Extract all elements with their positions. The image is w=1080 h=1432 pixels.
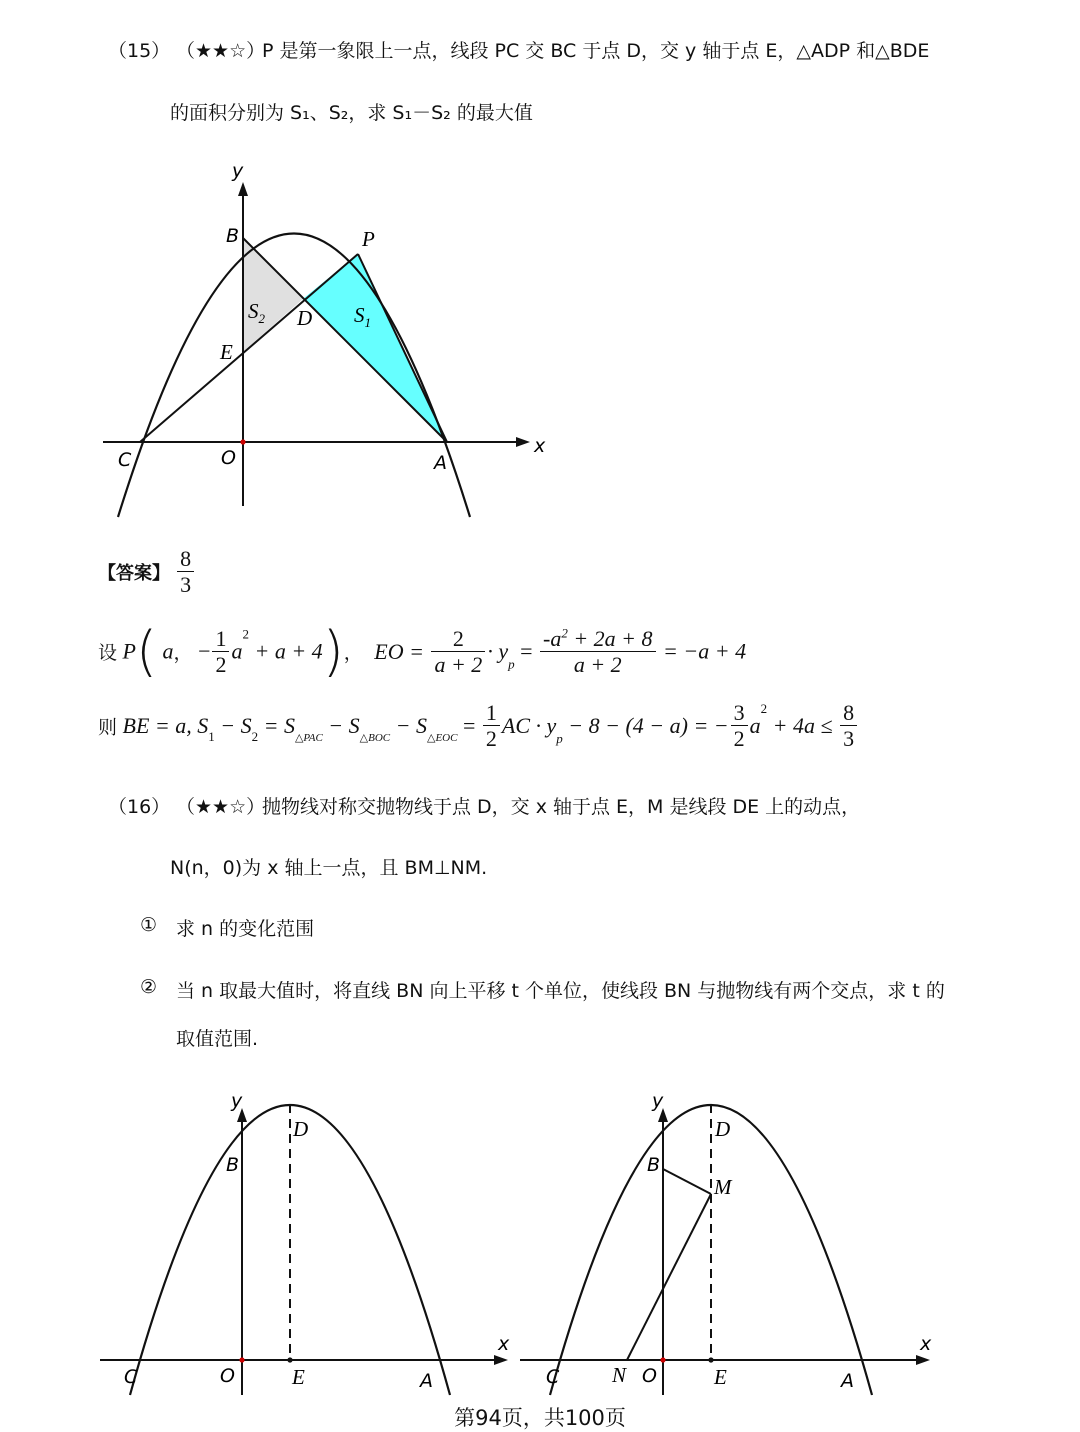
label-x: x: [498, 1333, 510, 1355]
tail-expr: + 4a ≤: [767, 712, 833, 738]
eo-fraction: $\frac{2}{a + 2}$: [431, 626, 485, 678]
q15-line1: P 是第一象限上一点，线段 PC 交 BC 于点 D，交 y 轴于点 E，△ADP 和△BDE: [262, 40, 930, 62]
label-a: A: [841, 1370, 854, 1392]
label-c: C: [118, 449, 132, 471]
label-y: y: [232, 160, 244, 182]
parabola: [118, 234, 470, 518]
label-a: A: [434, 452, 447, 474]
label-c: C: [124, 1366, 138, 1388]
point-e-dot: [287, 1357, 292, 1362]
q16-item2-line2: 取值范围.: [176, 1028, 259, 1050]
boc-sub: △BOC: [359, 731, 391, 744]
figure-q16-right: [515, 1085, 945, 1400]
label-p: P: [362, 227, 375, 251]
var-a-2: a: [749, 712, 761, 738]
label-a: A: [420, 1370, 433, 1392]
label-o: O: [642, 1365, 657, 1387]
eq-s: = S: [258, 712, 295, 738]
equals: =: [520, 638, 533, 664]
q15-stars: （★★☆）: [176, 40, 266, 62]
q16-item1-mark: ①: [140, 914, 158, 936]
answer-row: [98, 546, 196, 598]
label-e: E: [220, 340, 233, 364]
eo-fraction-2: $\frac{-a^2 + 2a + 8}{a + 2}$: [540, 626, 656, 678]
q16-item2-line1: 当 n 取最大值时，将直线 BN 向上平移 t 个单位，使线段 BN 与抛物线有两个交点，求 t 的: [176, 980, 945, 1002]
answer-label: 【答案】: [98, 562, 170, 584]
x-axis-arrow: [494, 1355, 508, 1365]
figure-q16-left: [95, 1085, 525, 1400]
label-b: B: [226, 225, 240, 247]
answer-value: $\frac{8}{3}$: [177, 546, 194, 598]
half-fraction: $\frac{1}{2}$: [212, 626, 229, 678]
label-y: y: [231, 1090, 243, 1112]
q16-number: （16）: [108, 796, 171, 818]
triangle-bde-s2: [243, 238, 304, 352]
answer-line1-prefix: 设: [98, 642, 118, 664]
label-y: y: [652, 1090, 664, 1112]
minus-s3: − S: [390, 712, 427, 738]
q16-line1: 抛物线对称交抛物线于点 D，交 x 轴于点 E，M 是线段 DE 上的动点，: [262, 796, 861, 818]
yp-sub-2: p: [556, 730, 563, 746]
three-halves: $\frac{3}{2}$: [731, 700, 748, 752]
label-e: E: [292, 1365, 305, 1389]
sep: ，: [173, 642, 193, 664]
s2-sub: 2: [251, 728, 259, 744]
s1-sub: 1: [208, 728, 215, 744]
page-footer: 第94页，共100页: [454, 1406, 626, 1430]
label-s2: $S_2$: [248, 299, 265, 326]
label-b: B: [647, 1154, 661, 1176]
segment-bm: [663, 1169, 711, 1194]
x-axis-arrow: [516, 437, 530, 447]
square: 2: [242, 626, 249, 642]
yp-sub: p: [508, 656, 515, 672]
origin-dot: [660, 1357, 665, 1362]
answer-line2: [98, 700, 859, 752]
square-2: 2: [760, 700, 768, 716]
x-axis-arrow: [916, 1355, 930, 1365]
ac-yp: AC · y: [501, 712, 557, 738]
answer-line1: 设 P( a， − $\frac{1}{2}$ $a^2 + a + 4$)， EO = $\frac{2}{a + 2}$ · $y_p$ = $\frac{-a^2 + 2a + 8}{a + 2}$ = −a + 4: [98, 620, 747, 683]
minus-s: − S: [214, 712, 252, 738]
label-o: O: [221, 447, 236, 469]
origin-dot: [240, 439, 245, 444]
poly-rest: + a + 4: [248, 638, 323, 664]
mid-expr: − 8 − (4 − a) = −: [562, 712, 729, 738]
minus-s2: − S: [322, 712, 360, 738]
origin-dot: [239, 1357, 244, 1362]
q15-line2: 的面积分别为 S₁、S₂，求 S₁－S₂ 的最大值: [170, 102, 533, 124]
label-o: O: [220, 1365, 235, 1387]
label-e: E: [714, 1365, 727, 1389]
label-m: M: [714, 1175, 732, 1199]
label-d: D: [293, 1117, 309, 1141]
dot-yp: · y: [487, 638, 509, 664]
q16-item2-mark: ②: [140, 976, 158, 998]
label-n: N: [612, 1363, 627, 1387]
figure-q15: [95, 155, 555, 525]
y-axis-arrow: [238, 182, 248, 196]
eoc-sub: △EOC: [426, 731, 458, 744]
q16-item1: 求 n 的变化范围: [176, 918, 315, 940]
answer-line2-prefix: 则: [98, 716, 118, 739]
point-p: P: [122, 638, 136, 664]
q15-number: （15）: [108, 40, 171, 62]
result-fraction: $\frac{8}{3}$: [840, 700, 857, 752]
label-b: B: [226, 1154, 240, 1176]
label-x: x: [920, 1333, 932, 1355]
q16-line2: N(n，0)为 x 轴上一点，且 BM⊥NM.: [170, 857, 488, 879]
half-fraction-2: $\frac{1}{2}$: [483, 700, 500, 752]
label-s1: $S_1$: [354, 303, 371, 330]
pac-sub: △PAC: [294, 731, 323, 744]
point-e-dot: [708, 1357, 713, 1362]
eo-tail: = −a + 4: [663, 638, 747, 664]
segment-nm: [627, 1194, 711, 1360]
minus: −: [198, 638, 211, 664]
label-x: x: [534, 435, 546, 457]
q16-stars: （★★☆）: [176, 796, 266, 818]
be-eq: BE = a, S: [122, 712, 209, 738]
label-d: D: [297, 306, 313, 330]
label-d: D: [715, 1117, 731, 1141]
label-c: C: [546, 1366, 560, 1388]
var-a: a: [162, 638, 174, 664]
var-a2: a: [231, 638, 243, 664]
eq2: =: [457, 712, 476, 738]
eo-label: EO =: [374, 638, 424, 664]
